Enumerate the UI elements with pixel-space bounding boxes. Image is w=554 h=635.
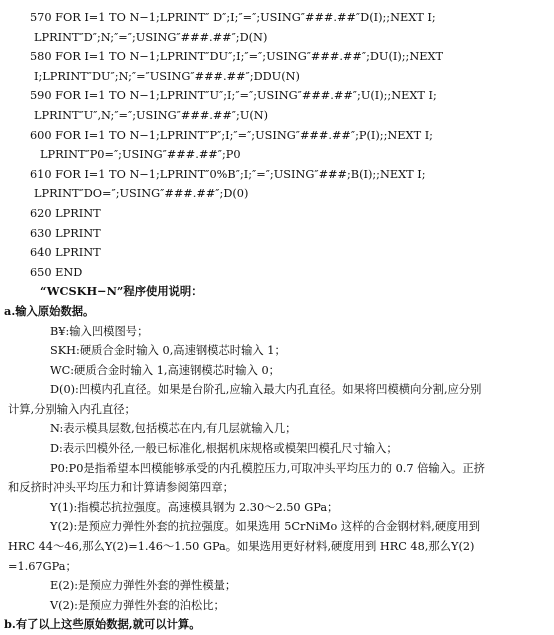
text-line: 和反挤时冲头平均压力和计算请参阅第四章； — [8, 481, 234, 495]
text-line: =1.67GPa； — [8, 559, 77, 573]
text-line: HRC 44～46,那么Y(2)=1.46～1.50 GPa。如果选用更好材料,硬度用到 HRC 48,那么Y(2) — [8, 540, 475, 554]
code-line: 600 FOR I=1 TO N−1;LPRINT″P″;I;″=″;USING″###.##″;P(I);;NEXT I; — [30, 128, 433, 142]
code-line: 570 FOR I=1 TO N−1;LPRINT″ D″;I;″=″;USING″###.##″D(I);;NEXT I; — [30, 11, 436, 24]
code-line: I;LPRINT″DU″;N;″=″USING″###.##″;DDU(N) — [34, 69, 300, 83]
text-line: D(0):凹模内孔直径。如果是台阶孔,应输入最大内孔直径。如果将凹模横向分割,应分别 — [50, 383, 482, 397]
text-line: a.输入原始数据。 — [4, 303, 95, 318]
text-line: WC:硬质合金时输入 1,高速钢模芯时输入 0； — [50, 363, 280, 377]
text-line: N:表示模具层数,包括模芯在内,有几层就输入几； — [50, 422, 297, 436]
code-line: LPRINT″U″,N;″=″;USING″###.##″;U(N) — [34, 108, 269, 122]
text-line: V(2):是预应力弹性外套的泊松比； — [50, 598, 225, 612]
code-line: 640 LPRINT — [30, 246, 101, 260]
code-line: LPRINT″DO=″;USING″###.##″;D(0) — [34, 187, 249, 201]
text-line: Y(2):是预应力弹性外套的抗拉强度。如果选用 5CrNiMo 这样的合金钢材料,硬度用到 — [50, 520, 481, 534]
text-line: Y(1):指模芯抗拉强度。高速模具钢为 2.30～2.50 GPa； — [50, 500, 339, 514]
code-line: LPRINT″P0=″;USING″###.##″;P0 — [40, 148, 241, 162]
code-line: 590 FOR I=1 TO N−1;LPRINT″U″;I;″=″;USING″###.##″;U(I);;NEXT I; — [30, 89, 437, 103]
text-line: b.有了以上这些原始数据,就可以计算。 — [4, 617, 201, 632]
text-line: B¥:输入凹模图号； — [50, 324, 149, 338]
code-line: 580 FOR I=1 TO N−1;LPRINT″DU″;I;″=″;USING″###.##″;DU(I);;NEXT — [30, 50, 444, 64]
text-line: P0:P0是指希望本凹模能够承受的内孔模腔压力,可取冲头平均压力的 0.7 倍输入。正挤 — [50, 461, 485, 475]
text-line: D:表示凹模外径,一般已标准化,根据机床规格或模架凹模孔尺寸输入； — [50, 442, 398, 456]
code-line: 620 LPRINT — [30, 206, 101, 220]
text-line: E(2):是预应力弹性外套的弹性模量； — [50, 579, 237, 593]
code-line: 630 LPRINT — [30, 226, 101, 240]
code-line: 650 END — [30, 265, 83, 279]
code-line: 610 FOR I=1 TO N−1;LPRINT″0%B″;I;″=″;USING″###;B(I);;NEXT I; — [30, 167, 426, 181]
text-line: SKH:硬质合金时输入 0,高速钢模芯时输入 1； — [50, 344, 286, 358]
text-line: 计算,分别输入内孔直径； — [8, 402, 136, 416]
code-line: LPRINT″D″;N;″=″;USING″###.##″;D(N) — [34, 30, 268, 44]
text-line: “WCSKH−N”程序使用说明： — [40, 284, 203, 299]
